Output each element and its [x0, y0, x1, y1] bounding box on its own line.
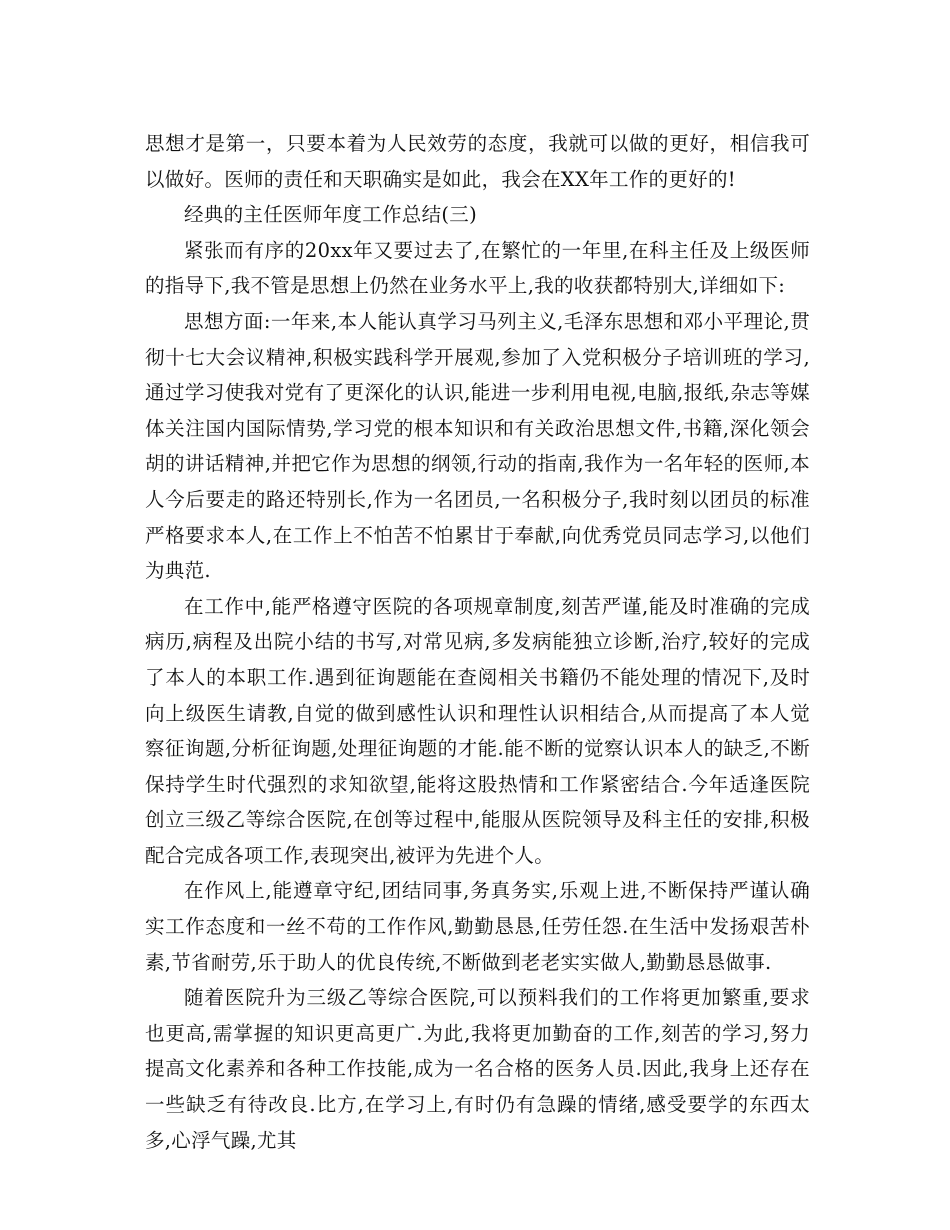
document-body	[145, 126, 810, 1158]
section-heading: 经典的主任医师年度工作总结(三)	[184, 203, 478, 227]
paragraph-conduct: 在作风上,能遵章守纪,团结同事,务真务实,乐观上进,不断保持严谨认确实工作态度和一丝不苟的工作作风,勤勤恳恳,任劳任怨.在生活中发扬艰苦朴素,节省耐劳,乐于助人的优良传统,不断做到老老实实做人,勤勤恳恳做事.	[145, 879, 810, 974]
paragraph-ideology: 思想方面:一年来,本人能认真学习马列主义,毛泽东思想和邓小平理论,贯彻十七大会议精神,积极实践科学开展观,参加了入党积极分子培训班的学习,通过学习使我对党有了更深化的认识,能进一步利用电视,电脑,报纸,杂志等媒体关注国内国际情势,学习党的根本知识和有关政治思想文件,书籍,深化领会胡的讲话精神,并把它作为思想的纲领,行动的指南,我作为一名年轻的医师,本人今后要走的路还特别长,作为一名团员,一名积极分子,我时刻以团员的标准严格要求本人,在工作上不怕苦不怕累甘于奉献,向优秀党员同志学习,以他们为典范.	[145, 309, 810, 583]
paragraph-intro: 紧张而有序的20xx年又要过去了,在繁忙的一年里,在科主任及上级医师的指导下,我不管是思想上仍然在业务水平上,我的收获都特别大,详细如下:	[145, 238, 810, 298]
paragraph-outlook: 随着医院升为三级乙等综合医院,可以预料我们的工作将更加繁重,要求也更高,需掌握的知识更高更广.为此,我将更加勤奋的工作,刻苦的学习,努力提高文化素养和各种工作技能,成为一名合格的医务人员.因此,我身上还存在一些缺乏有待改良.比方,在学习上,有时仍有急躁的情绪,感受要学的东西太多,心浮气躁,尤其	[145, 986, 810, 1152]
paragraph-work: 在工作中,能严格遵守医院的各项规章制度,刻苦严谨,能及时准确的完成病历,病程及出院小结的书写,对常见病,多发病能独立诊断,治疗,较好的完成了本人的本职工作.遇到征询题能在查阅相关书籍仍不能处理的情况下,及时向上级医生请教,自觉的做到感性认识和理性认识相结合,从而提高了本人觉察征询题,分析征询题,处理征询题的才能.能不断的觉察认识本人的缺乏,不断保持学生时代强烈的求知欲望,能将这股热情和工作紧密结合.今年适逢医院创立三级乙等综合医院,在创等过程中,能服从医院领导及科主任的安排,积极配合完成各项工作,表现突出,被评为先进个人。	[145, 594, 810, 867]
paragraph-continuation: 思想才是第一，只要本着为人民效劳的态度，我就可以做的更好，相信我可以做好。医师的责任和天职确实是如此，我会在XX年工作的更好的!	[145, 132, 810, 191]
